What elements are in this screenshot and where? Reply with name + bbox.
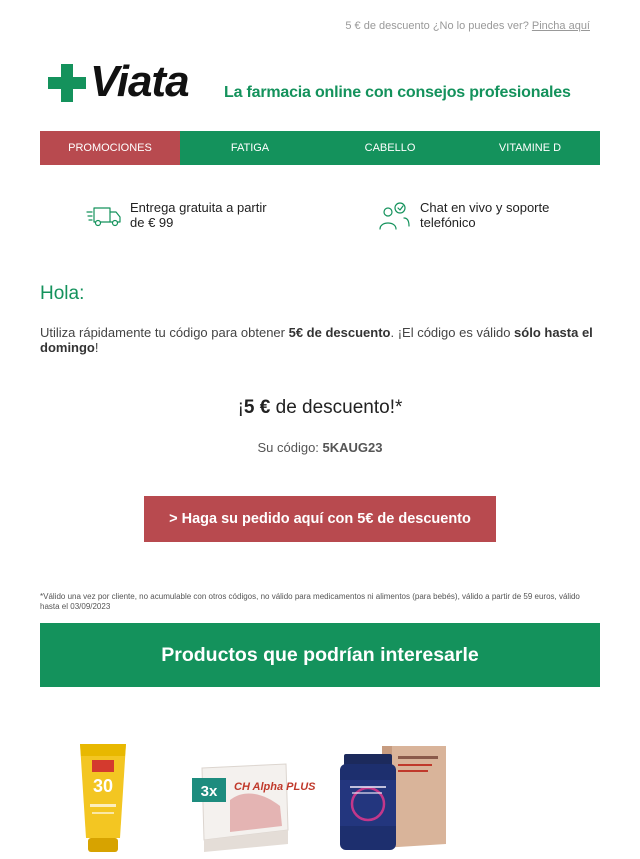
disclaimer: *Válido una vez por cliente, no acumulable con otros códigos, no válido para medicamentos ni alimentos (para bebés), válido a partir de 59 euros, válido hasta el 03/09/2023	[40, 592, 580, 611]
brand-logo[interactable]	[48, 57, 189, 106]
sunscreen-tube-image	[76, 742, 130, 854]
promo-code-value: 5KAUG23	[322, 440, 383, 455]
intro-part2: . ¡El código es válido	[390, 325, 515, 340]
nav-item-vitamine-d[interactable]: VITAMINE D	[460, 131, 600, 165]
product-supplement-box[interactable]	[190, 760, 316, 854]
discount-amount: 5 €	[243, 397, 271, 418]
pharmacy-cross-icon	[48, 64, 86, 102]
greeting: Hola:	[40, 283, 85, 304]
preheader-text: 5 € de descuento ¿No lo puedes ver?	[345, 20, 529, 32]
view-online-link[interactable]: Pincha aquí	[531, 20, 590, 32]
products-heading: Productos que podrían interesarle	[40, 623, 600, 687]
benefit-free-delivery-text: Entrega gratuita a partir de € 99	[130, 200, 267, 230]
intro-part1: Utiliza rápidamente tu código para obtener	[40, 325, 289, 340]
benefits-row	[40, 200, 600, 236]
intro-bold-deadline: sólo hasta el domingo	[40, 325, 593, 355]
delivery-truck-icon	[86, 200, 122, 230]
discount-prefix: ¡	[237, 397, 244, 418]
nav-bar	[40, 131, 600, 165]
benefit-free-delivery	[86, 200, 280, 230]
product-sunscreen[interactable]	[76, 742, 130, 854]
product-supplement-jar[interactable]	[332, 744, 450, 854]
supplement-box-label: CH Alpha PLUS	[234, 781, 316, 793]
benefit-support-text: Chat en vivo y soporte telefónico	[420, 200, 550, 230]
supplement-jar-image	[332, 744, 450, 854]
brand-name: Viata	[90, 57, 189, 106]
intro-text	[40, 325, 600, 355]
support-chat-icon	[376, 200, 412, 230]
nav-item-cabello[interactable]: CABELLO	[320, 131, 460, 165]
promo-code	[40, 440, 600, 455]
intro-bold-discount: 5€ de descuento	[288, 325, 391, 340]
nav-item-fatiga[interactable]: FATIGA	[180, 131, 320, 165]
supplement-box-badge: 3x	[200, 783, 218, 800]
nav-item-promociones[interactable]: PROMOCIONES	[40, 131, 180, 165]
intro-part3: !	[94, 340, 99, 355]
benefit-support	[376, 200, 570, 230]
brand-tagline: La farmacia online con consejos profesionales	[224, 84, 571, 101]
supplement-box-image	[190, 760, 316, 854]
promo-code-label: Su código:	[257, 440, 323, 455]
discount-headline	[40, 397, 600, 419]
preheader	[345, 20, 590, 32]
discount-suffix: de descuento!*	[270, 397, 403, 418]
sunscreen-spf-label: 30	[92, 776, 114, 796]
order-cta-button[interactable]: > Haga su pedido aquí con 5€ de descuento	[144, 496, 496, 542]
